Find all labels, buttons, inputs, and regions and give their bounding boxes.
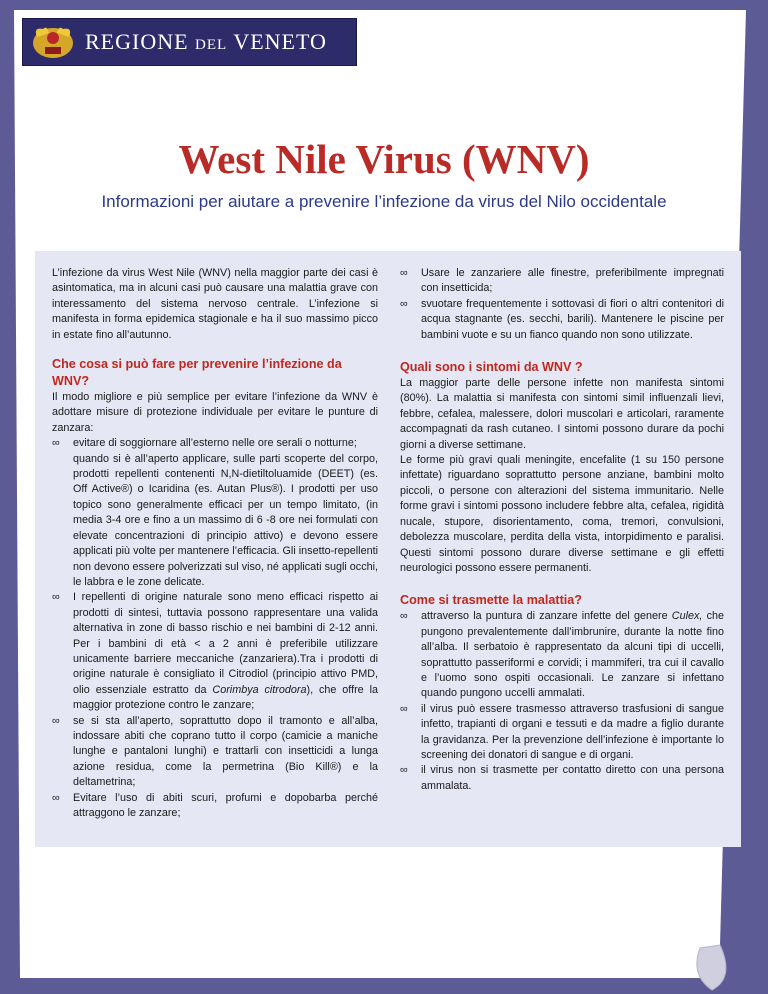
prevention-list-cont: [52, 590, 378, 821]
prevention-paragraph: Il modo migliore e più semplice per evitare l’infezione da WNV è adottare misure di protezione individuale per evitare le punture di zanzara:: [52, 391, 378, 434]
bullet-icon: ∞: [52, 591, 60, 604]
bullet-icon: ∞: [52, 714, 60, 727]
list-item: ∞ il virus non si trasmette per contatto diretto con una persona ammalata.: [400, 764, 724, 792]
regione-veneto-logo: [22, 18, 357, 66]
lion-of-st-mark-icon: [29, 23, 77, 61]
page-subtitle: Informazioni per aiutare a prevenire l’infezione da virus del Nilo occidentale: [101, 192, 667, 211]
severe-forms-paragraph: Le forme più gravi quali meningite, encefalite (1 su 150 persone infettate) riguardano soprattutto persone anziane, bambini molto piccoli, o persone con alterazioni del sistema immunitario. Nelle forme gravi i sintomi possono includere febbre alta, cefalea, rigidità nucale, stupore, disorientamento, coma, tremori, convulsioni, debolezza muscolare, perdita della vista, intorpidimento e paralisi. Questi sintomi possono durare diverse settimane e gli effetti neurologici possono essere permanenti.: [400, 454, 724, 574]
list-item: ∞ attraverso la puntura di zanzare infette del genere Culex, che pungono prevalentemente dall’imbrunire, durante la notte fino all’alba. Il serbatoio è rappresentato da alcuni tipi di uccelli, soprattutto passeriformi e corvidi; i mammiferi, tra cui il cavallo e l’uomo sono ospiti occasionali. Le zanzare si infettano quando pungono uccelli ammalati.: [400, 610, 724, 700]
list-item: ∞ Usare le zanzariere alle finestre, preferibilmente impregnati con insetticida;: [400, 267, 724, 295]
page-title: West Nile Virus (WNV): [178, 136, 590, 182]
intro-paragraph: L’infezione da virus West Nile (WNV) nella maggior parte dei casi è asintomatica, ma in alcuni casi può causare una malattia grave con interessamento del sistema nervoso centrale. L’infezione si manifesta in forma epidemica stagionale e ha il suo massimo picco in estate fino all’autunno.: [52, 267, 378, 341]
list-item: ∞ evitare di soggiornare all’esterno nelle ore serali o notturne;: [52, 436, 378, 451]
list-item: ∞ I repellenti di origine naturale sono meno efficaci rispetto ai prodotti di sintesi, tuttavia possono rappresentare una valida alternativa in zone di basso rischio e nei bambini di 2-12 anni. Per i bambini di età < a 2 anni è preferibile utilizzare unicamente barriere meccaniche (zanzariera).Tra i prodotti di origine naturale è consigliato il Citrodiol (principio attivo PMD, olio essenziale estratto da Corimbya citrodora), che offre la maggior protezione contro le zanzare;: [52, 591, 378, 712]
section-heading-prevention: Che cosa si può fare per prevenire l’infezione da WNV?: [52, 357, 342, 389]
right-column: [400, 266, 724, 794]
list-item: ∞ Evitare l’uso di abiti scuri, profumi e dopobarba perché attraggono le zanzare;: [52, 791, 378, 819]
list-item: ∞ svuotare frequentemente i sottovasi di fiori o altri contenitori di acqua stagnante (es. secchi, barili). Mantenere le piscine per bambini vuote e su un fianco quando non sono utilizzate.: [400, 297, 724, 341]
bullet-icon: ∞: [400, 764, 408, 777]
bullet-icon: ∞: [400, 702, 408, 715]
repellent-paragraph: quando si è all’aperto applicare, sulle parti scoperte del corpo, prodotti repellenti contenenti N,N-dietiltoluamide (DEET) (es. Off Active®) o Icaridina (es. Autan Plus®). I prodotti per uso topico sono generalmente efficaci per un tempo limitato, (in media 3-4 ore e fino a un massimo di 6 -8 ore nei formulati con elevate concentrazioni di principio attivo) e devono essere applicati più volte per mantenere l’efficacia. Gli insetto-repellenti non devono essere polverizzati sul viso, né applicati sugli occhi, le labbra e le zone delicate.: [73, 452, 378, 588]
symptoms-paragraph: La maggior parte delle persone infette non manifesta sintomi (80%). La malattia si manifesta con sintomi simil influenzali lievi, febbre, cefalea, malessere, dolori muscolari e articolari, raramente accompagnati da rash cutaneo. I sintomi possono durare da pochi giorni a diverse settimane.: [400, 377, 724, 451]
bullet-icon: ∞: [52, 437, 60, 450]
left-column: [52, 266, 378, 821]
bullet-icon: ∞: [52, 791, 60, 804]
prevention-list-right: [400, 266, 724, 343]
section-heading-symptoms: Quali sono i sintomi da WNV ?: [400, 360, 583, 375]
bullet-icon: ∞: [400, 267, 408, 279]
prevention-list: [52, 436, 378, 451]
bullet-icon: ∞: [400, 610, 408, 623]
logo-text: REGIONE DEL VENETO: [85, 29, 327, 54]
list-item: ∞ il virus può essere trasmesso attraverso trasfusioni di sangue infetto, trapianti di organi e tessuti e da madre a figlio durante la gravidanza. Per la prevenzione dell’infezione è importante lo screening dei donatori di sangue e di organi.: [400, 702, 724, 761]
section-heading-transmission: Come si trasmette la malattia?: [400, 593, 582, 608]
bullet-icon: ∞: [400, 297, 408, 310]
page-curl: [697, 945, 726, 990]
list-item: ∞ se si sta all’aperto, soprattutto dopo il tramonto e all’alba, indossare abiti che coprano tutto il corpo (camicie a maniche lunghe e pantaloni lunghi) e trattarli con insetticidi a lunga azione residua, come la permetrina (Bio Kill®) e la deltametrina;: [52, 714, 378, 789]
transmission-list: [400, 609, 724, 794]
